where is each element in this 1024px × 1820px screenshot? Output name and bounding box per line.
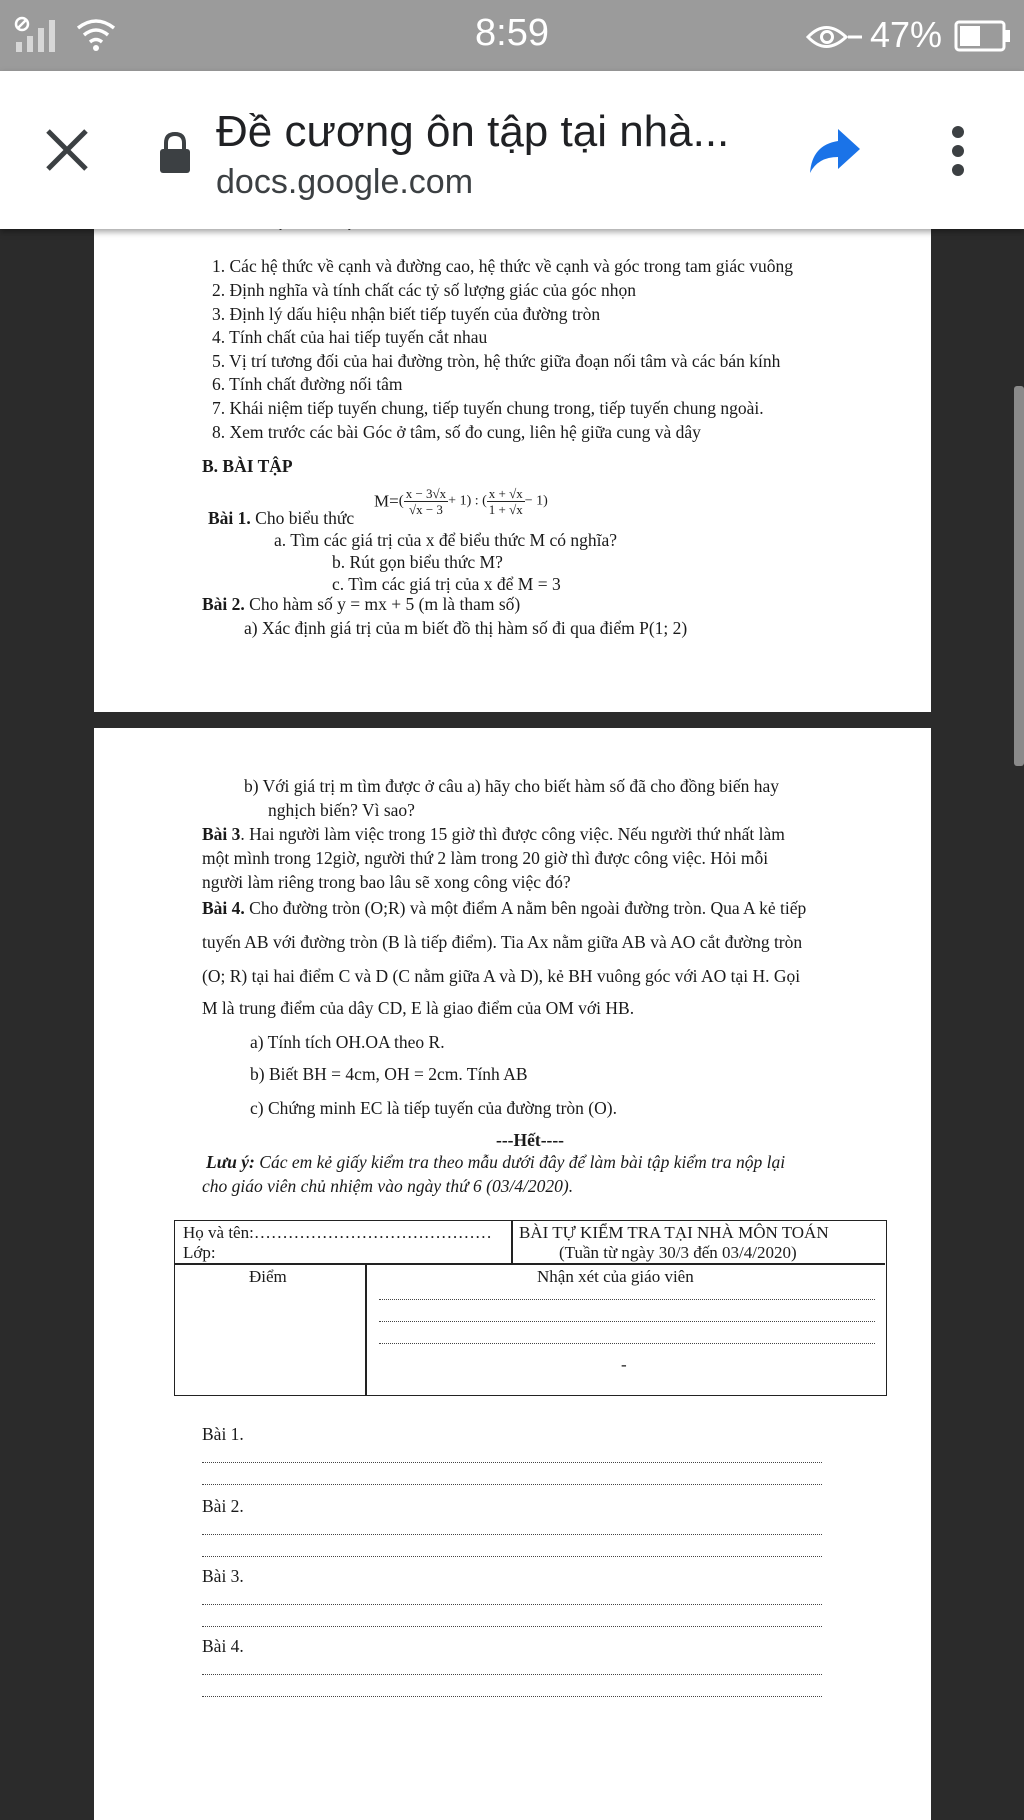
formula-fraction-2: [487, 486, 525, 517]
bai1-question-a: a. Tìm các giá trị của x để biểu thức M có nghĩa?: [274, 530, 617, 550]
theory-item: 2. Định nghĩa và tính chất các tỷ số lượng giác của góc nhọn: [212, 280, 637, 300]
formula-lhs: M=: [374, 491, 399, 511]
bai1-label: Bài 1.: [208, 508, 251, 528]
bai3-label: Bài 3: [202, 824, 241, 844]
comment-line: [379, 1321, 875, 1322]
bai2-label: Bài 2.: [202, 594, 245, 614]
formula-fraction-1: [404, 486, 448, 517]
answer-line: [202, 1462, 822, 1463]
answer-line: [202, 1604, 822, 1605]
student-name-field: Họ và tên:……………………………………: [183, 1223, 492, 1242]
theory-item: 1. Các hệ thức về cạnh và đường cao, hệ thức về cạnh và góc trong tam giác vuông: [212, 256, 793, 276]
clock: 8:59: [475, 12, 549, 54]
answer-line: [202, 1556, 822, 1557]
bai1-question-c: c. Tìm các giá trị của x để M = 3: [332, 574, 561, 594]
bai4-question-b: b) Biết BH = 4cm, OH = 2cm. Tính AB: [250, 1064, 528, 1084]
fraction-2-denominator: 1 + √x: [488, 502, 523, 517]
more-vert-icon[interactable]: [944, 125, 972, 177]
fraction-2-numerator: x + √x: [488, 486, 523, 501]
formula-m: [374, 486, 634, 532]
answer-line: [202, 1674, 822, 1675]
dash-mark: -: [621, 1355, 627, 1374]
document-page-2: [94, 728, 931, 1820]
answer-line: [202, 1696, 822, 1697]
answer-line: [202, 1534, 822, 1535]
bai2-text: Cho hàm số y = mx + 5 (m là tham số): [249, 594, 521, 614]
scrollbar-thumb[interactable]: [1014, 386, 1024, 766]
answer-label: Bài 1.: [202, 1424, 244, 1444]
page-title: Đề cương ôn tập tại nhà...: [216, 107, 730, 156]
formula-tail: − 1): [524, 493, 548, 509]
share-icon[interactable]: [808, 125, 862, 175]
bai2-intro: [202, 594, 520, 614]
bai3-line-2: một mình trong 12giờ, người thứ 2 làm trong 20 giờ thì được công việc. Hỏi mỗi: [202, 848, 769, 868]
bai3-line-3: người làm riêng trong bao lâu sẽ xong công việc đó?: [202, 872, 571, 892]
bai4-line-2: tuyến AB với đường tròn (B là tiếp điểm). Tia Ax nằm giữa AB và AO cắt đường tròn: [202, 932, 803, 952]
note-line-2: cho giáo viên chủ nhiệm vào ngày thứ 6 (03/4/2020).: [202, 1176, 574, 1196]
status-bar: [0, 0, 1024, 71]
answer-line: [202, 1484, 822, 1485]
theory-item: 8. Xem trước các bài Góc ở tâm, số đo cung, liên hệ giữa cung và dây: [212, 422, 701, 442]
table-subtitle: (Tuần từ ngày 30/3 đến 03/4/2020): [559, 1243, 797, 1262]
comment-line: [379, 1299, 875, 1300]
comment-label: Nhận xét của giáo viên: [537, 1267, 694, 1286]
bai4-question-a: a) Tính tích OH.OA theo R.: [250, 1032, 445, 1052]
note-text-1: Các em kẻ giấy kiểm tra theo mẫu dưới đây để làm bài tập kiểm tra nộp lại: [254, 1152, 786, 1172]
note-label: Lưu ý:: [206, 1152, 255, 1172]
class-field: Lớp:: [183, 1243, 216, 1262]
answer-label: Bài 4.: [202, 1636, 244, 1656]
section-b-heading: B. BÀI TẬP: [202, 456, 293, 476]
eye-icon: [806, 24, 864, 50]
theory-item: 3. Định lý dấu hiệu nhận biết tiếp tuyến của đường tròn: [212, 304, 601, 324]
bai4-question-c: c) Chứng minh EC là tiếp tuyến của đường tròn (O).: [250, 1098, 617, 1118]
answer-label: Bài 2.: [202, 1496, 244, 1516]
answer-label: Bài 3.: [202, 1566, 244, 1586]
bai4-text-1: Cho đường tròn (O;R) và một điểm A nằm bên ngoài đường tròn. Qua A kẻ tiếp: [244, 898, 807, 918]
bai1-text: Cho biểu thức: [255, 508, 355, 528]
table-divider: [365, 1263, 367, 1395]
bai2-question-b-cont: nghịch biến? Vì sao?: [268, 800, 415, 820]
bai2-question-a: a) Xác định giá trị của m biết đồ thị hàm số đi qua điểm P(1; 2): [244, 618, 688, 638]
bai4-line-4: M là trung điểm của dây CD, E là giao điểm của OM với HB.: [202, 998, 635, 1018]
formula-open-paren: (: [398, 493, 404, 509]
page-url: docs.google.com: [216, 163, 474, 201]
table-title: BÀI TỰ KIỂM TRA TẠI NHÀ MÔN TOÁN: [519, 1223, 829, 1242]
theory-item: 4. Tính chất của hai tiếp tuyến cắt nhau: [212, 327, 488, 347]
table-divider: [175, 1263, 885, 1265]
bai4-line-3: (O; R) tại hai điểm C và D (C nằm giữa A và D), kẻ BH vuông góc với AO tại H. Gọi: [202, 966, 801, 986]
theory-item: 7. Khái niệm tiếp tuyến chung, tiếp tuyến chung trong, tiếp tuyến chung ngoài.: [212, 398, 764, 418]
end-marker: ---Hết----: [496, 1130, 565, 1150]
close-icon[interactable]: [44, 127, 90, 173]
bai3-line-1: [202, 824, 785, 844]
note-line-1: [206, 1152, 785, 1172]
bai4-label: Bài 4.: [202, 898, 245, 918]
bai1-intro: [208, 508, 354, 528]
bai1-question-b: b. Rút gọn biểu thức M?: [332, 552, 503, 572]
table-divider: [511, 1221, 513, 1263]
score-label: Điểm: [249, 1267, 287, 1286]
lock-icon: [158, 131, 192, 175]
battery-icon: [954, 20, 1012, 52]
fraction-1-numerator: x − 3√x: [405, 486, 447, 501]
browser-toolbar: [0, 71, 1024, 229]
battery-percent: 47%: [870, 14, 943, 55]
bai4-line-1: [202, 898, 806, 918]
theory-item: 5. Vị trí tương đối của hai đường tròn, hệ thức giữa đoạn nối tâm và các bán kính: [212, 351, 781, 371]
formula-mid: + 1) : (: [448, 493, 487, 509]
document-page-1: [94, 220, 931, 712]
theory-item: 6. Tính chất đường nối tâm: [212, 374, 403, 394]
bai2-question-b: b) Với giá trị m tìm được ở câu a) hãy cho biết hàm số đã cho đồng biến hay: [244, 776, 780, 796]
grading-table: [174, 1220, 887, 1396]
answer-line: [202, 1626, 822, 1627]
comment-line: [379, 1343, 875, 1344]
fraction-1-denominator: √x − 3: [408, 502, 443, 517]
bai3-text-1: . Hai người làm việc trong 15 giờ thì được công việc. Nếu người thứ nhất làm: [240, 824, 785, 844]
